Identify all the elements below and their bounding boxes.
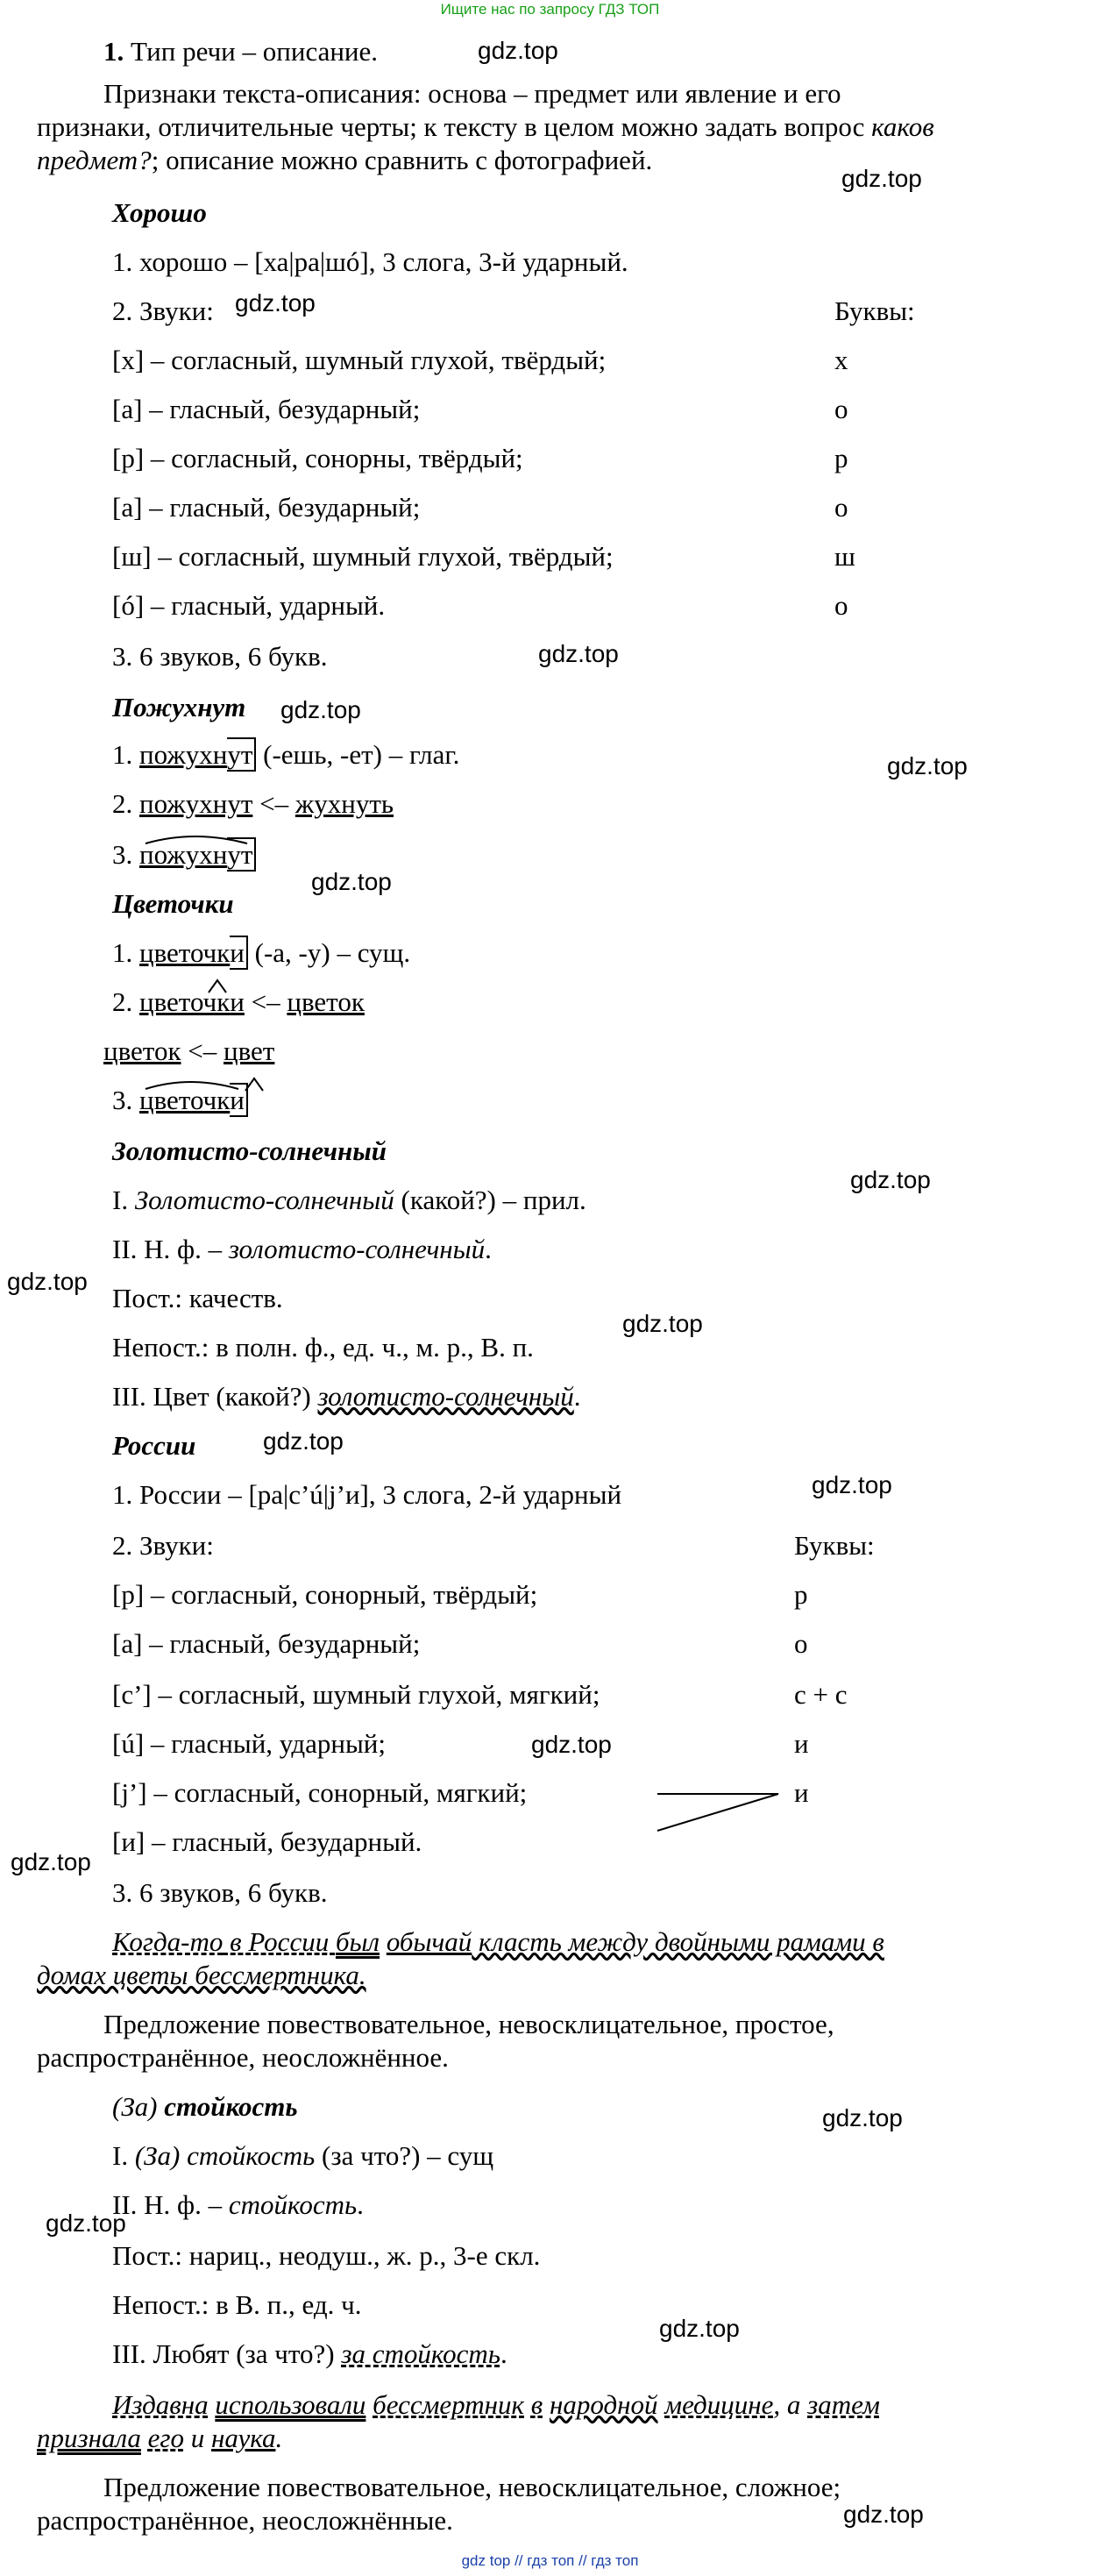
list-number: 3. bbox=[112, 1085, 139, 1115]
rossii-letter: с + с bbox=[794, 1679, 848, 1710]
watermark: gdz.top bbox=[11, 1848, 91, 1875]
punctuation: . bbox=[275, 2423, 283, 2453]
pozhukhnut-line-2 bbox=[112, 787, 394, 821]
horosho-line-1: 1. хорошо – [ха|ра|шó], 3 слога, 3-й ударный. bbox=[112, 246, 628, 277]
roman-numeral: III. Любят (за что?) bbox=[112, 2338, 342, 2369]
list-number: 1. bbox=[112, 739, 139, 770]
zolotisto-line-1 bbox=[112, 1184, 586, 1217]
sentence-1-description-1: Предложение повествовательное, невосклицательное, простое, bbox=[103, 2009, 834, 2039]
predicate: признала bbox=[37, 2423, 141, 2453]
rossii-letters-label: Буквы: bbox=[794, 1530, 875, 1561]
tsvetochki-heading: Цветочки bbox=[112, 888, 234, 919]
horosho-sounds-label: 2. Звуки: bbox=[112, 295, 214, 326]
arrow-icon: <– bbox=[252, 788, 295, 819]
roman-numeral: II. Н. ф. – bbox=[112, 1234, 229, 1264]
zolotisto-heading: Золотисто-солнечный bbox=[112, 1135, 387, 1166]
rossii-letter: о bbox=[794, 1628, 808, 1659]
punctuation: . bbox=[500, 2338, 507, 2369]
horosho-sound-row: [ó] – гласный, ударный. bbox=[112, 590, 386, 621]
arrow-icon: <– bbox=[181, 1035, 224, 1066]
intro-number: 1. bbox=[103, 36, 124, 67]
horosho-sound-row: [а] – гласный, безударный; bbox=[112, 394, 421, 424]
horosho-letter: р bbox=[834, 443, 848, 473]
horosho-letter: о bbox=[834, 590, 848, 621]
rossii-letter: и bbox=[794, 1777, 809, 1808]
tsvetochki-line-2 bbox=[112, 986, 365, 1019]
intro-line-2-text: признаки, отличительные черты; к тексту в целом можно задать вопрос bbox=[37, 111, 872, 142]
adverbial: затем bbox=[807, 2389, 880, 2420]
watermark: gdz.top bbox=[7, 1268, 88, 1295]
rossii-letter: и bbox=[794, 1728, 809, 1759]
base-word: цветок bbox=[287, 986, 365, 1017]
watermark: gdz.top bbox=[311, 868, 392, 895]
object: его bbox=[147, 2423, 184, 2453]
horosho-letter: ш bbox=[834, 541, 855, 572]
conjunction: и bbox=[183, 2423, 211, 2453]
object: бессмертник bbox=[373, 2389, 525, 2420]
footer: gdz top // гдз топ // гдз топ bbox=[461, 2552, 639, 2569]
stoikost-line-1 bbox=[112, 2139, 493, 2173]
list-number: 3. bbox=[112, 839, 139, 870]
watermark: gdz.top bbox=[280, 696, 361, 723]
horosho-sound-row: [р] – согласный, сонорны, твёрдый; bbox=[112, 443, 523, 473]
tsvetochki-line-3 bbox=[103, 1035, 274, 1068]
rossii-line-3: 3. 6 звуков, 6 букв. bbox=[112, 1877, 328, 1908]
intro-line-2 bbox=[37, 110, 934, 144]
root-arc-icon bbox=[142, 1075, 247, 1092]
stoikost-line-4: Непост.: в В. п., ед. ч. bbox=[112, 2289, 362, 2320]
rossii-sound-row: [а] – гласный, безударный; bbox=[112, 1628, 421, 1659]
roman-numeral: III. Цвет (какой?) bbox=[112, 1381, 318, 1412]
horosho-letter: о bbox=[834, 492, 848, 523]
watermark: gdz.top bbox=[822, 2104, 903, 2131]
heading-word: стойкость bbox=[157, 2091, 298, 2122]
rossii-letter: р bbox=[794, 1579, 808, 1610]
sentence-member: золотисто-солнечный bbox=[317, 1381, 574, 1412]
punctuation: . bbox=[357, 2189, 364, 2220]
horosho-sound-row: [а] – гласный, безударный; bbox=[112, 492, 421, 523]
rossii-line-1: 1. России – [ра|с’ú|j’и], 3 слога, 2-й ударный bbox=[112, 1479, 622, 1510]
sentence-1-line-2 bbox=[37, 1959, 366, 1992]
watermark: gdz.top bbox=[659, 2315, 740, 2342]
space bbox=[141, 2423, 148, 2453]
arrow-icon: <– bbox=[244, 986, 287, 1017]
watermark: gdz.top bbox=[538, 640, 619, 667]
watermark: gdz.top bbox=[531, 1731, 612, 1758]
morpheme-stem: пожухн bbox=[139, 839, 228, 870]
derived-word: пожухнут bbox=[139, 788, 253, 819]
intro-line-3 bbox=[37, 144, 652, 177]
watermark: gdz.top bbox=[887, 752, 968, 779]
intro-title-text: Тип речи – описание. bbox=[131, 36, 379, 67]
horosho-line-3: 3. 6 звуков, 6 букв. bbox=[112, 641, 328, 672]
word-forms: (-ешь, -ет) – глаг. bbox=[256, 739, 460, 770]
intro-line-1: Признаки текста-описания: основа – предмет или явление и его bbox=[103, 78, 841, 109]
ending-box: и bbox=[230, 1083, 248, 1117]
adverbial: Издавна bbox=[112, 2389, 209, 2420]
adverbial: Когда-то bbox=[112, 1926, 224, 1957]
conjunction: , а bbox=[773, 2389, 808, 2420]
stoikost-line-2 bbox=[112, 2188, 364, 2222]
shared-letter-connector-icon bbox=[656, 1785, 787, 1838]
part-of-speech: (какой?) – прил. bbox=[394, 1185, 586, 1215]
zolotisto-line-4: Непост.: в полн. ф., ед. ч., м. р., В. п. bbox=[112, 1332, 534, 1363]
word-italic: золотисто-солнечный bbox=[228, 1234, 486, 1264]
sentence-2-description-2: распространённое, неосложнённые. bbox=[37, 2505, 453, 2536]
rossii-sound-row: [с’] – согласный, шумный глухой, мягкий; bbox=[112, 1679, 600, 1710]
ending-box: ут bbox=[227, 737, 256, 772]
pozhukhnut-line-1 bbox=[112, 738, 459, 772]
attribute: класть между двойными рамами в bbox=[472, 1926, 884, 1957]
intro-line-3-text: ; описание можно сравнить с фотографией. bbox=[151, 145, 653, 175]
suffix-caret-icon bbox=[207, 977, 228, 994]
watermark: gdz.top bbox=[812, 1471, 892, 1498]
watermark: gdz.top bbox=[841, 165, 922, 192]
suffix-caret-icon bbox=[244, 1075, 265, 1092]
word-forms: (-а, -у) – сущ. bbox=[247, 937, 411, 968]
sentence-1-line-1 bbox=[112, 1925, 884, 1959]
space bbox=[365, 2389, 373, 2420]
word-stem: пожухн bbox=[139, 739, 228, 770]
subject: обычай bbox=[386, 1926, 472, 1957]
morpheme-stem: цветочк bbox=[139, 1085, 231, 1115]
word-stem: цветочк bbox=[139, 937, 231, 968]
stoikost-heading bbox=[112, 2090, 298, 2124]
zolotisto-line-5 bbox=[112, 1380, 581, 1413]
list-number: 2. bbox=[112, 986, 139, 1017]
intro-title bbox=[103, 35, 378, 68]
roman-numeral: I. bbox=[112, 1185, 135, 1215]
intro-line-2-question: каков bbox=[871, 111, 934, 142]
pozhukhnut-heading: Пожухнут bbox=[112, 692, 246, 722]
ending-box: ут bbox=[227, 837, 256, 872]
base-word: цвет bbox=[224, 1035, 275, 1066]
attribute: народной bbox=[550, 2389, 658, 2420]
word-italic: (За) стойкость bbox=[134, 2140, 316, 2171]
attribute: домах цветы бессмертника. bbox=[37, 1960, 366, 1990]
rossii-sound-row: [j’] – согласный, сонорный, мягкий; bbox=[112, 1777, 528, 1808]
object: за стойкость bbox=[341, 2338, 500, 2369]
base-word: жухнуть bbox=[295, 788, 394, 819]
sentence-2-description-1: Предложение повествовательное, невосклицательное, сложное; bbox=[103, 2472, 841, 2502]
roman-numeral: I. bbox=[112, 2140, 135, 2171]
intro-line-3-question: предмет? bbox=[37, 145, 152, 175]
list-number: 1. bbox=[112, 937, 139, 968]
rossii-sound-row: [р] – согласный, сонорный, твёрдый; bbox=[112, 1579, 538, 1610]
part-of-speech: (за что?) – сущ bbox=[315, 2140, 494, 2171]
stoikost-line-3: Пост.: нариц., неодуш., ж. р., 3-е скл. bbox=[112, 2240, 541, 2271]
predicate: был bbox=[335, 1926, 380, 1957]
zolotisto-line-3: Пост.: качеств. bbox=[112, 1283, 283, 1313]
watermark: gdz.top bbox=[235, 289, 316, 317]
space bbox=[380, 1926, 387, 1957]
derived-word: цветок bbox=[103, 1035, 181, 1066]
top-banner: Ищите нас по запросу ГДЗ ТОП bbox=[440, 1, 660, 18]
adverbial: в России bbox=[223, 1926, 336, 1957]
space bbox=[543, 2389, 550, 2420]
word-italic: стойкость bbox=[228, 2189, 358, 2220]
word-italic: Золотисто-солнечный bbox=[134, 1185, 394, 1215]
horosho-sound-row: [х] – согласный, шумный глухой, твёрдый; bbox=[112, 345, 607, 375]
rossii-sound-row: [ú] – гласный, ударный; bbox=[112, 1728, 386, 1759]
list-number: 2. bbox=[112, 788, 139, 819]
horosho-sound-row: [ш] – согласный, шумный глухой, твёрдый; bbox=[112, 541, 614, 572]
watermark: gdz.top bbox=[850, 1166, 931, 1193]
ending-box: и bbox=[230, 936, 248, 970]
zolotisto-line-2 bbox=[112, 1233, 492, 1266]
root-arc-icon bbox=[142, 829, 256, 847]
preposition: (За) bbox=[112, 2091, 158, 2122]
rossii-heading: России bbox=[112, 1430, 196, 1461]
adverbial: в bbox=[530, 2389, 543, 2420]
punctuation: . bbox=[485, 1234, 492, 1264]
subject: наука bbox=[210, 2423, 276, 2453]
watermark: gdz.top bbox=[622, 1310, 703, 1337]
horosho-letter: х bbox=[834, 345, 848, 375]
watermark: gdz.top bbox=[46, 2210, 126, 2237]
horosho-letter: о bbox=[834, 394, 848, 424]
stoikost-line-5 bbox=[112, 2338, 507, 2371]
sentence-2-line-2 bbox=[37, 2422, 282, 2455]
horosho-heading: Хорошо bbox=[112, 197, 207, 228]
adverbial: медицине bbox=[664, 2389, 774, 2420]
rossii-sounds-label: 2. Звуки: bbox=[112, 1530, 214, 1561]
watermark: gdz.top bbox=[263, 1427, 344, 1455]
rossii-sound-row: [и] – гласный, безударный. bbox=[112, 1826, 422, 1857]
horosho-letters-label: Буквы: bbox=[834, 295, 915, 326]
watermark: gdz.top bbox=[478, 37, 558, 64]
sentence-2-line-1 bbox=[112, 2388, 880, 2422]
punctuation: . bbox=[573, 1381, 581, 1412]
tsvetochki-line-1 bbox=[112, 936, 410, 970]
roman-numeral: II. Н. ф. – bbox=[112, 2189, 229, 2220]
predicate: использовали bbox=[215, 2389, 366, 2420]
derived-word: цветочки bbox=[139, 986, 245, 1017]
sentence-1-description-2: распространённое, неосложнённое. bbox=[37, 2042, 449, 2073]
space bbox=[524, 2389, 531, 2420]
watermark: gdz.top bbox=[843, 2501, 924, 2528]
